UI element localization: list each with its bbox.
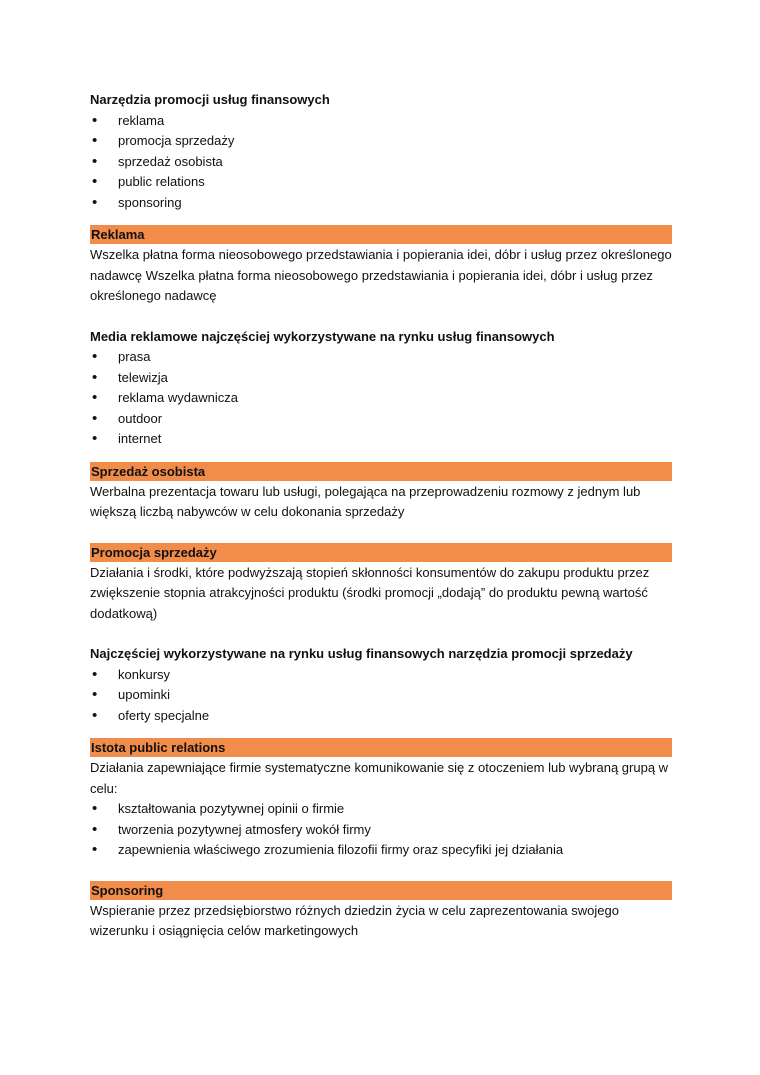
sprzedaz-heading: Sprzedaż osobista xyxy=(90,462,672,481)
narzedzia-heading: Najczęściej wykorzystywane na rynku usług finansowych narzędzia promocji sprzedaży xyxy=(90,646,633,661)
sprzedaz-text: Werbalna prezentacja towaru lub usługi, polegająca na przeprowadzeniu rozmowy z jednym lub większą liczbą nabywców w celu dokonania sprzedaży xyxy=(90,483,641,519)
reklama-text: Wszelka płatna forma nieosobowego przedstawiania i popierania idei, dóbr i usług przez określonego nadawcę Wszelka płatna forma nieosobowego przedstawiania i popierania idei, dóbr i usług przez określonego nadawcę xyxy=(90,247,672,303)
list-item: • outdoor xyxy=(90,409,672,430)
list-item: • konkursy xyxy=(90,665,672,686)
sponsoring-text: Wspieranie przez przedsiębiorstwo różnych dziedzin życia w celu zaprezentowania swojego wizerunku i osiągnięcia celów marketingowych xyxy=(90,902,619,938)
list-item: • oferty specjalne xyxy=(90,706,672,727)
list-item: • tworzenia pozytywnej atmosfery wokół firmy xyxy=(90,820,672,841)
sponsoring-heading: Sponsoring xyxy=(90,881,672,900)
list-item: • telewizja xyxy=(90,368,672,389)
list-item: • promocja sprzedaży xyxy=(90,131,672,152)
list-item: • kształtowania pozytywnej opinii o firmie xyxy=(90,799,672,820)
narzedzia-list xyxy=(90,665,672,727)
media-heading: Media reklamowe najczęściej wykorzystywane na rynku usług finansowych xyxy=(90,328,555,344)
reklama-heading: Reklama xyxy=(90,225,672,244)
list-item: • sprzedaż osobista xyxy=(90,152,672,173)
list-item: • reklama xyxy=(90,111,672,132)
pr-text: Działania zapewniające firmie systematyczne komunikowanie się z otoczeniem lub wybraną grupą w celu: xyxy=(90,760,669,796)
tools-heading: Narzędzia promocji usług finansowych xyxy=(90,92,330,107)
media-list xyxy=(90,347,672,450)
pr-heading: Istota public relations xyxy=(90,738,672,757)
list-item: • public relations xyxy=(90,172,672,193)
page-content xyxy=(90,90,672,942)
list-item: • internet xyxy=(90,429,672,450)
promocja-heading: Promocja sprzedaży xyxy=(90,543,672,562)
list-item: • sponsoring xyxy=(90,193,672,214)
tools-list xyxy=(90,111,672,214)
pr-list xyxy=(90,799,672,861)
list-item: • zapewnienia właściwego zrozumienia filozofii firmy oraz specyfiki jej działania xyxy=(90,840,672,861)
list-item: • upominki xyxy=(90,685,672,706)
list-item: • prasa xyxy=(90,347,672,368)
list-item: • reklama wydawnicza xyxy=(90,388,672,409)
promocja-text: Działania i środki, które podwyższają stopień skłonności konsumentów do zakupu produktu przez zwiększenie stopnia atrakcyjności produktu (środki promocji „dodają” do produktu pewną wartość dodatkową) xyxy=(90,564,650,621)
